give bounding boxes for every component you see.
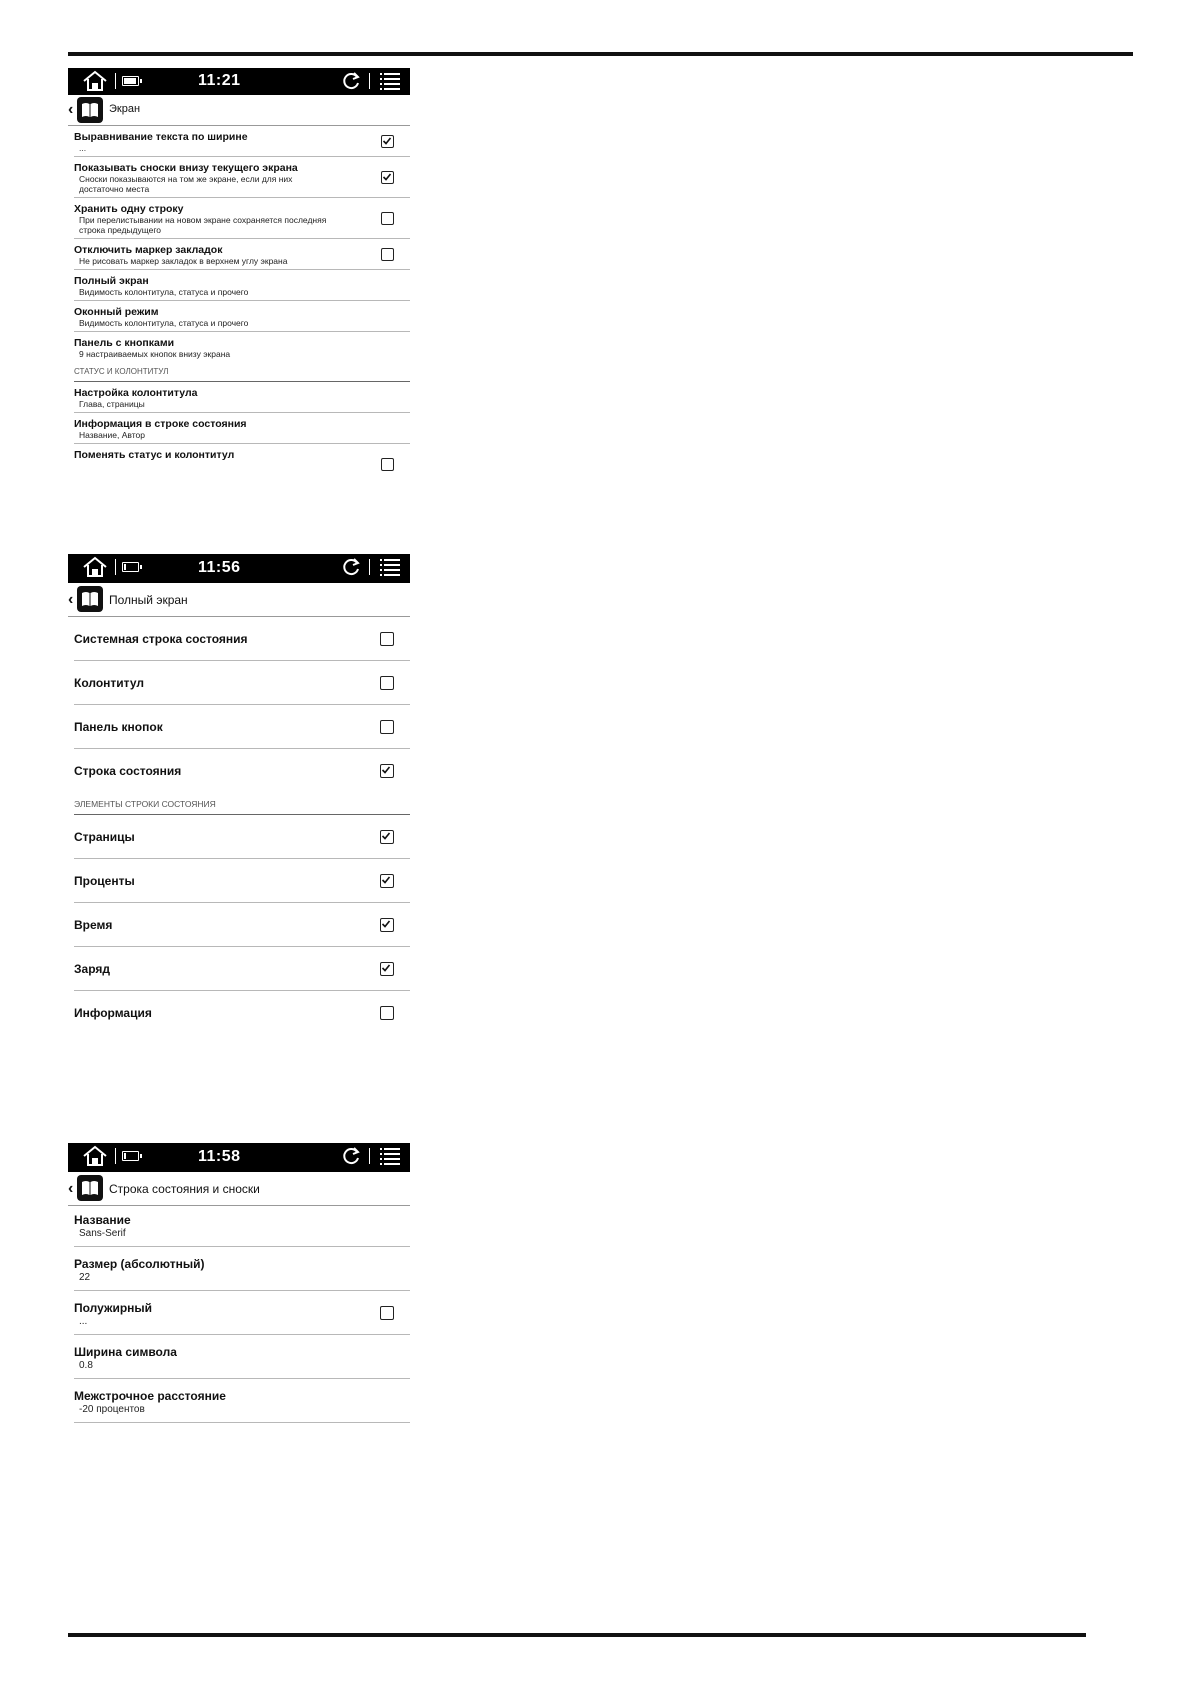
clock: 11:21: [198, 72, 241, 89]
setting-row[interactable]: [74, 198, 410, 239]
checkbox-icon[interactable]: [380, 1306, 394, 1320]
setting-row[interactable]: [74, 1379, 410, 1423]
clock: 11:58: [198, 1148, 241, 1165]
setting-row[interactable]: [74, 991, 410, 1035]
menu-list-icon[interactable]: [380, 1147, 400, 1165]
setting-row[interactable]: [74, 859, 410, 903]
menu-list-icon[interactable]: [380, 72, 400, 90]
title-bar: [68, 95, 410, 126]
setting-subtitle: 9 настраиваемых кнопок внизу экрана: [79, 349, 231, 359]
setting-title: Поменять статус и колонтитул: [74, 449, 235, 461]
setting-row[interactable]: [74, 617, 410, 661]
home-icon[interactable]: [82, 556, 108, 578]
setting-subtitle: Не рисовать маркер закладок в верхнем углу экрана: [79, 256, 288, 266]
setting-subtitle: ...: [79, 1316, 88, 1327]
setting-title: Строка состояния: [74, 764, 182, 778]
setting-row[interactable]: [74, 332, 410, 362]
page-title: Строка состояния и сноски: [109, 1182, 260, 1196]
sync-icon[interactable]: [341, 71, 361, 91]
setting-row[interactable]: [74, 1206, 410, 1247]
setting-title: Колонтитул: [74, 676, 144, 690]
home-icon[interactable]: [82, 70, 108, 92]
back-chevron-icon[interactable]: ‹: [68, 591, 74, 608]
setting-subtitle: Название, Автор: [79, 430, 145, 440]
setting-row[interactable]: [74, 270, 410, 301]
setting-title: Настройка колонтитула: [74, 387, 198, 399]
setting-title: Межстрочное расстояние: [74, 1389, 226, 1403]
page-title: Экран: [109, 103, 141, 115]
device-status-bar: [68, 1143, 410, 1172]
setting-row[interactable]: [74, 661, 410, 705]
setting-subtitle: Видимость колонтитула, статуса и прочего: [79, 287, 249, 297]
checkbox-icon[interactable]: [380, 764, 394, 778]
setting-row[interactable]: [74, 382, 410, 413]
status-separator: [369, 1148, 370, 1164]
device-status-bar: [68, 68, 410, 95]
setting-title: Размер (абсолютный): [74, 1257, 205, 1271]
status-separator: [115, 73, 116, 89]
back-chevron-icon[interactable]: ‹: [68, 101, 74, 118]
sync-icon[interactable]: [341, 557, 361, 577]
status-separator: [369, 73, 370, 89]
screen-status-footnotes-settings: [68, 1143, 410, 1433]
device-status-bar: [68, 554, 410, 583]
setting-row[interactable]: [74, 1247, 410, 1291]
book-app-icon[interactable]: [77, 97, 103, 123]
status-separator: [115, 1148, 116, 1164]
sync-icon[interactable]: [341, 1146, 361, 1166]
setting-title: Информация: [74, 1006, 152, 1020]
menu-list-icon[interactable]: [380, 558, 400, 576]
home-icon[interactable]: [82, 1145, 108, 1167]
setting-subtitle: При перелистывании на новом экране сохраняется последняя строка предыдущего: [79, 215, 327, 235]
setting-subtitle: ...: [79, 143, 87, 153]
book-app-icon[interactable]: [77, 586, 103, 612]
setting-title: Хранить одну строку: [74, 203, 184, 215]
checkbox-icon[interactable]: [381, 248, 394, 261]
setting-row[interactable]: [74, 947, 410, 991]
setting-row[interactable]: [74, 815, 410, 859]
setting-subtitle: 22: [79, 1272, 91, 1283]
setting-title: Отключить маркер закладок: [74, 244, 223, 256]
setting-subtitle: Глава, страницы: [79, 399, 145, 409]
setting-title: Проценты: [74, 874, 135, 888]
setting-row[interactable]: [74, 444, 410, 466]
setting-subtitle: Видимость колонтитула, статуса и прочего: [79, 318, 249, 328]
setting-row[interactable]: [74, 903, 410, 947]
setting-title: Информация в строке состояния: [74, 418, 247, 430]
checkbox-icon[interactable]: [380, 1006, 394, 1020]
checkbox-icon[interactable]: [381, 212, 394, 225]
screen-display-settings: [68, 68, 410, 528]
battery-icon: [122, 562, 139, 572]
setting-subtitle: Сноски показываются на том же экране, если для них достаточно места: [79, 174, 293, 194]
setting-subtitle: -20 процентов: [79, 1404, 145, 1415]
setting-subtitle: 0.8: [79, 1360, 93, 1371]
bottom-divider-rule: [68, 1633, 1086, 1637]
checkbox-icon[interactable]: [381, 171, 394, 184]
setting-title: Панель с кнопками: [74, 337, 175, 349]
setting-title: Оконный режим: [74, 306, 159, 318]
section-header: СТАТУС И КОЛОНТИТУЛ: [74, 362, 410, 382]
checkbox-icon[interactable]: [380, 874, 394, 888]
book-app-icon[interactable]: [77, 1175, 103, 1201]
checkbox-icon[interactable]: [380, 632, 394, 646]
setting-row[interactable]: [74, 239, 410, 270]
setting-title: Показывать сноски внизу текущего экрана: [74, 162, 298, 174]
page-title: Полный экран: [109, 593, 188, 607]
checkbox-icon[interactable]: [381, 458, 394, 471]
setting-row[interactable]: [74, 1335, 410, 1379]
clock: 11:56: [198, 559, 241, 576]
status-separator: [115, 559, 116, 575]
checkbox-icon[interactable]: [380, 962, 394, 976]
checkbox-icon[interactable]: [380, 830, 394, 844]
setting-title: Системная строка состояния: [74, 632, 248, 646]
status-separator: [369, 559, 370, 575]
checkbox-icon[interactable]: [380, 918, 394, 932]
setting-row[interactable]: [74, 705, 410, 749]
setting-title: Время: [74, 918, 113, 932]
checkbox-icon[interactable]: [381, 135, 394, 148]
setting-title: Ширина символа: [74, 1345, 177, 1359]
battery-icon: [122, 76, 139, 86]
setting-subtitle: Sans-Serif: [79, 1228, 126, 1239]
title-bar: [68, 1172, 410, 1206]
setting-row[interactable]: [74, 301, 410, 332]
title-bar: [68, 583, 410, 617]
checkbox-icon[interactable]: [380, 676, 394, 690]
setting-row[interactable]: [74, 749, 410, 793]
setting-title: Выравнивание текста по ширине: [74, 131, 248, 143]
screen-fullscreen-settings: [68, 554, 410, 1020]
setting-title: Полужирный: [74, 1301, 153, 1315]
setting-row[interactable]: [74, 1291, 410, 1335]
top-divider-rule: [68, 52, 1133, 56]
setting-title: Страницы: [74, 830, 135, 844]
setting-title: Заряд: [74, 962, 110, 976]
setting-title: Панель кнопок: [74, 720, 163, 734]
setting-title: Название: [74, 1213, 131, 1227]
setting-row[interactable]: [74, 413, 410, 444]
setting-row[interactable]: [74, 157, 410, 198]
back-chevron-icon[interactable]: ‹: [68, 1180, 74, 1197]
section-header: ЭЛЕМЕНТЫ СТРОКИ СОСТОЯНИЯ: [74, 793, 410, 815]
setting-row[interactable]: [74, 126, 410, 157]
setting-title: Полный экран: [74, 275, 149, 287]
checkbox-icon[interactable]: [380, 720, 394, 734]
battery-icon: [122, 1151, 139, 1161]
